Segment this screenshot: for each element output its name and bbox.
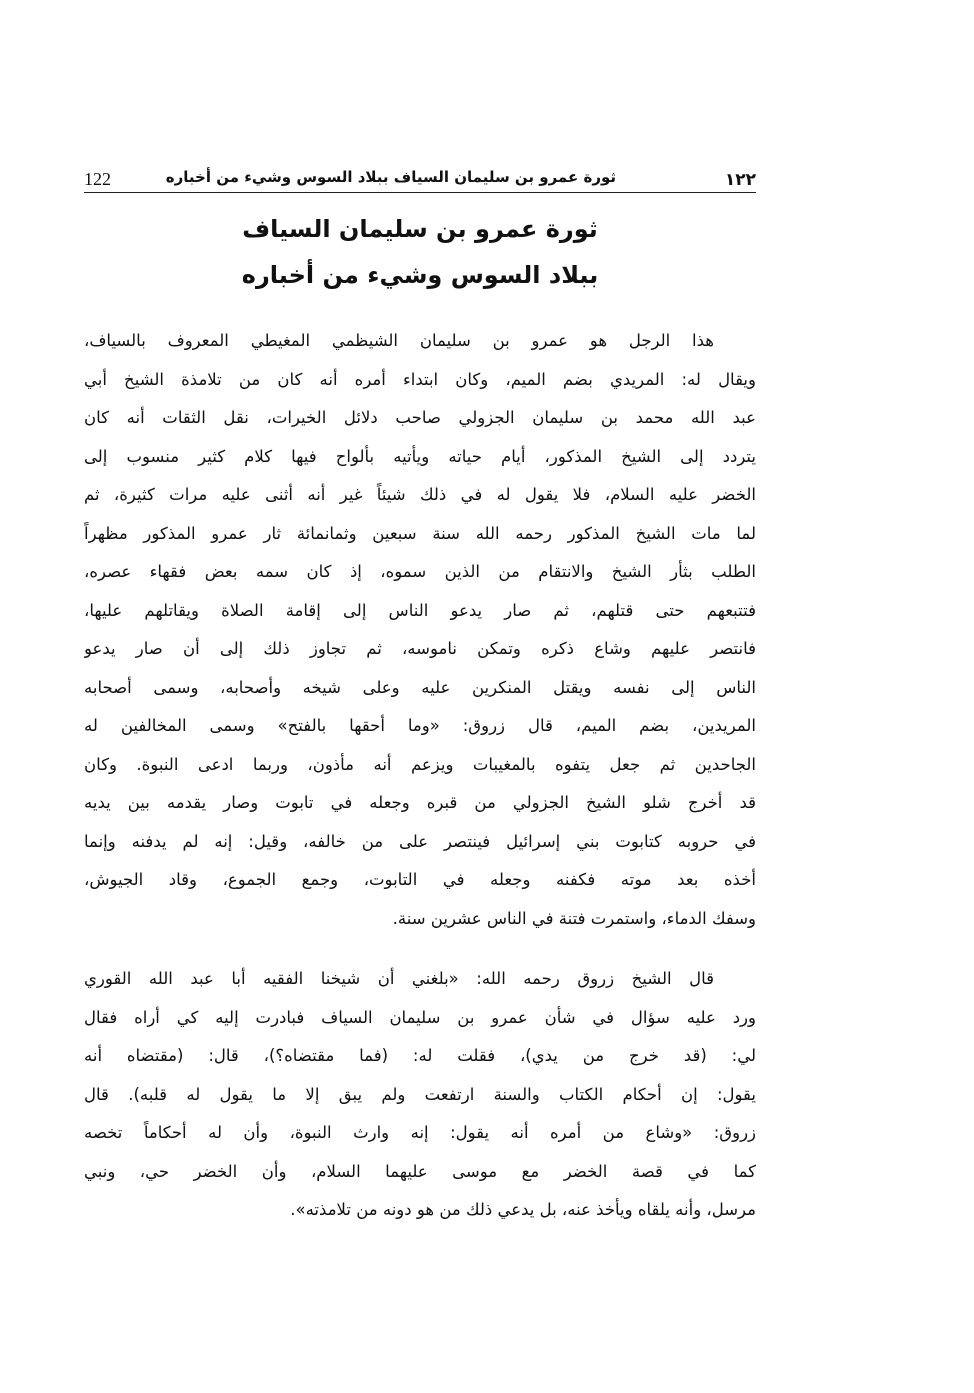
text-line: ويقال له: المريدي بضم الميم، وكان ابتداء أمره أنه كان من تلامذة الشيخ أبي — [84, 369, 756, 389]
text-line: يقول: إن أحكام الكتاب والسنة ارتفعت ولم يبق إلا ما يقول له قلبه). قال — [84, 1084, 756, 1104]
running-header — [84, 156, 756, 190]
text-line: الناس إلى نفسه ويقتل المنكرين عليه وعلى شيخه وأصحابه، وسمى أصحابه — [84, 677, 756, 697]
text-line: قد أخرج شلو الشيخ الجزولي من قبره وجعله في تابوت وصار يقدمه بين يديه — [84, 793, 756, 812]
text-line: لي: (قد خرج من يدي)، فقلت له: (فما مقتضاه؟)، قال: (مقتضاه أنه — [84, 1046, 756, 1065]
text-line: الطلب بثأر الشيخ والانتقام من الذين سموه، إذ كان سمه بعض فقهاء عصره، — [84, 562, 756, 581]
text-line: يتردد إلى الشيخ المذكور، أيام حياته ويأتيه بألواح فيها كلام كثير منسوب إلى — [84, 446, 756, 466]
paragraph-2 — [84, 960, 756, 999]
text-line: وسفك الدماء، واستمرت فتنة في الناس عشرين سنة. — [392, 908, 756, 928]
text-line: فتتبعهم حتى قتلهم، ثم صار يدعو الناس إلى إقامة الصلاة ويقاتلهم عليها، — [84, 600, 756, 620]
page-number-latin: 122 — [84, 169, 111, 189]
paragraph-1-continued — [84, 361, 756, 939]
chapter-title — [84, 206, 756, 298]
text-line: فانتصر عليهم وشاع ذكره وتمكن ناموسه، ثم تجاوز ذلك إلى أن صار يدعو — [84, 639, 756, 658]
chapter-title-line-2: ببلاد السوس وشيء من أخباره — [241, 261, 599, 289]
page-number-arabic: ١٢٢ — [724, 170, 756, 190]
text-line: لما مات الشيخ المذكور رحمه الله سنة سبعين وثمانمائة ثار عمرو المذكور مظهراً — [84, 523, 756, 543]
text-line: هذا الرجل هو عمرو بن سليمان الشيظمي المغيطي المعروف بالسياف، — [84, 331, 714, 350]
text-line: المريدين، بضم الميم، قال زروق: «وما أحقها بالفتح» وسمى المخالفين له — [84, 716, 756, 735]
paragraph-1 — [84, 322, 756, 361]
text-line: أخذه بعد موته فكفنه وجعله في التابوت، وجمع الجموع، وقاد الجيوش، — [84, 870, 756, 889]
text-line: الجاحدين ثم جعل يتفوه بالمغيبات ويزعم أنه مأذون، وربما ادعى النبوة. وكان — [84, 754, 756, 774]
text-line: الخضر عليه السلام، فلا يقول له في ذلك شيئاً غير أنه أثنى عليه مرات كثيرة، ثم — [84, 485, 756, 504]
paragraph-gap — [84, 938, 756, 960]
text-line: في حروبه كتابوت بني إسرائيل فينتصر على من خالفه، وقيل: إنه لم يدفنه وإنما — [84, 831, 756, 851]
header-rule — [84, 192, 756, 193]
text-line: كما في قصة الخضر مع موسى عليهما السلام، وأن الخضر حي، ونبي — [84, 1161, 756, 1181]
text-line: عبد الله محمد بن سليمان الجزولي صاحب دلائل الخيرات، نقل الثقات أنه كان — [84, 408, 756, 427]
body-text — [84, 322, 756, 1230]
text-line: قال الشيخ زروق رحمه الله: «بلغني أن شيخنا الفقيه أبا عبد الله القوري — [84, 969, 714, 988]
paragraph-2-continued — [84, 999, 756, 1230]
chapter-title-line-1: ثورة عمرو بن سليمان السياف — [242, 215, 598, 243]
text-line: زروق: «وشاع من أمره أنه يقول: إنه وارث النبوة، وأن له أحكاماً تخصه — [84, 1123, 756, 1142]
running-title: ثورة عمرو بن سليمان السياف ببلاد السوس وشيء من أخباره — [165, 168, 616, 186]
text-line: مرسل، وأنه يلقاه ويأخذ عنه، بل يدعي ذلك من هو دونه من تلامذته». — [290, 1200, 756, 1219]
text-line: ورد عليه سؤال في شأن عمرو بن سليمان السياف فبادرت إليه كي أراه فقال — [84, 1007, 756, 1027]
